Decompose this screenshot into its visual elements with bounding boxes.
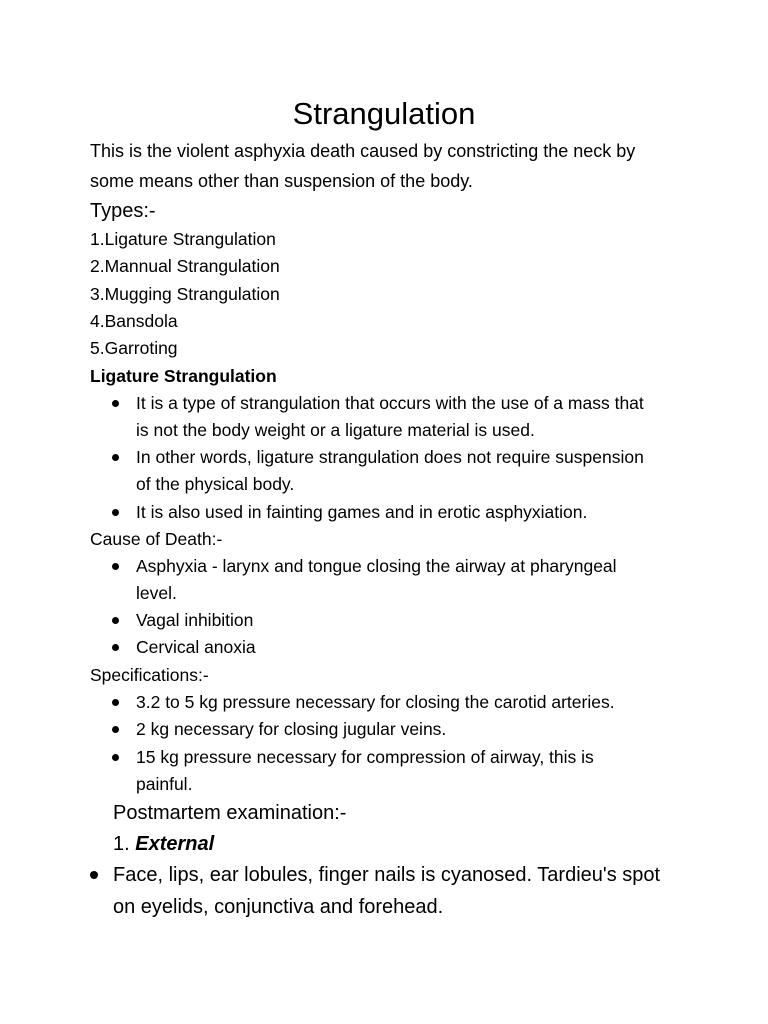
bullet-icon	[112, 699, 119, 706]
list-item-text: Face, lips, ear lobules, finger nails is cyanosed. Tardieu's spot	[113, 864, 661, 886]
type-item-2: 2.Mannual Strangulation	[90, 256, 280, 276]
page-title: Strangulation	[292, 96, 476, 131]
intro-line-2: some means other than suspension of the body.	[90, 171, 473, 191]
bullet-icon	[90, 871, 98, 879]
specs-heading: Specifications:-	[90, 665, 209, 685]
list-item-text-cont: on eyelids, conjunctiva and forehead.	[113, 896, 444, 918]
cause-heading: Cause of Death:-	[90, 529, 223, 549]
list-item-text: 3.2 to 5 kg pressure necessary for closing the carotid arteries.	[136, 692, 615, 712]
external-label: External	[135, 833, 215, 855]
intro-line-1: This is the violent asphyxia death caused by constricting the neck by	[90, 141, 636, 161]
type-item-3: 3.Mugging Strangulation	[90, 284, 280, 304]
bullet-icon	[112, 617, 119, 624]
type-item-4: 4.Bansdola	[90, 311, 178, 331]
bullet-icon	[112, 454, 119, 461]
postmortem-heading: Postmartem examination:-	[113, 802, 347, 824]
list-item-text: 15 kg pressure necessary for compression of airway, this is	[136, 747, 594, 767]
ligature-heading: Ligature Strangulation	[90, 366, 277, 386]
list-item-text-cont: level.	[136, 583, 177, 603]
bullet-icon	[112, 754, 119, 761]
external-heading	[113, 829, 214, 859]
bullet-icon	[112, 726, 119, 733]
bullet-icon	[112, 509, 119, 516]
list-item-text-cont: of the physical body.	[136, 474, 295, 494]
external-number: 1.	[113, 833, 136, 855]
bullet-icon	[112, 563, 119, 570]
list-item-text: 2 kg necessary for closing jugular veins.	[136, 719, 447, 739]
bullet-icon	[112, 644, 119, 651]
list-item-text-cont: painful.	[136, 774, 193, 794]
types-heading: Types:-	[90, 200, 156, 222]
list-item-text: In other words, ligature strangulation does not require suspension	[136, 447, 644, 467]
type-item-5: 5.Garroting	[90, 338, 178, 358]
list-item-text: It is a type of strangulation that occurs with the use of a mass that	[136, 393, 644, 413]
list-item-text: Vagal inhibition	[136, 610, 254, 630]
list-item-text: It is also used in fainting games and in erotic asphyxiation.	[136, 502, 588, 522]
bullet-icon	[112, 400, 119, 407]
list-item-text-cont: is not the body weight or a ligature material is used.	[136, 420, 535, 440]
list-item-text: Cervical anoxia	[136, 637, 256, 657]
type-item-1: 1.Ligature Strangulation	[90, 229, 276, 249]
list-item-text: Asphyxia - larynx and tongue closing the airway at pharyngeal	[136, 556, 617, 576]
